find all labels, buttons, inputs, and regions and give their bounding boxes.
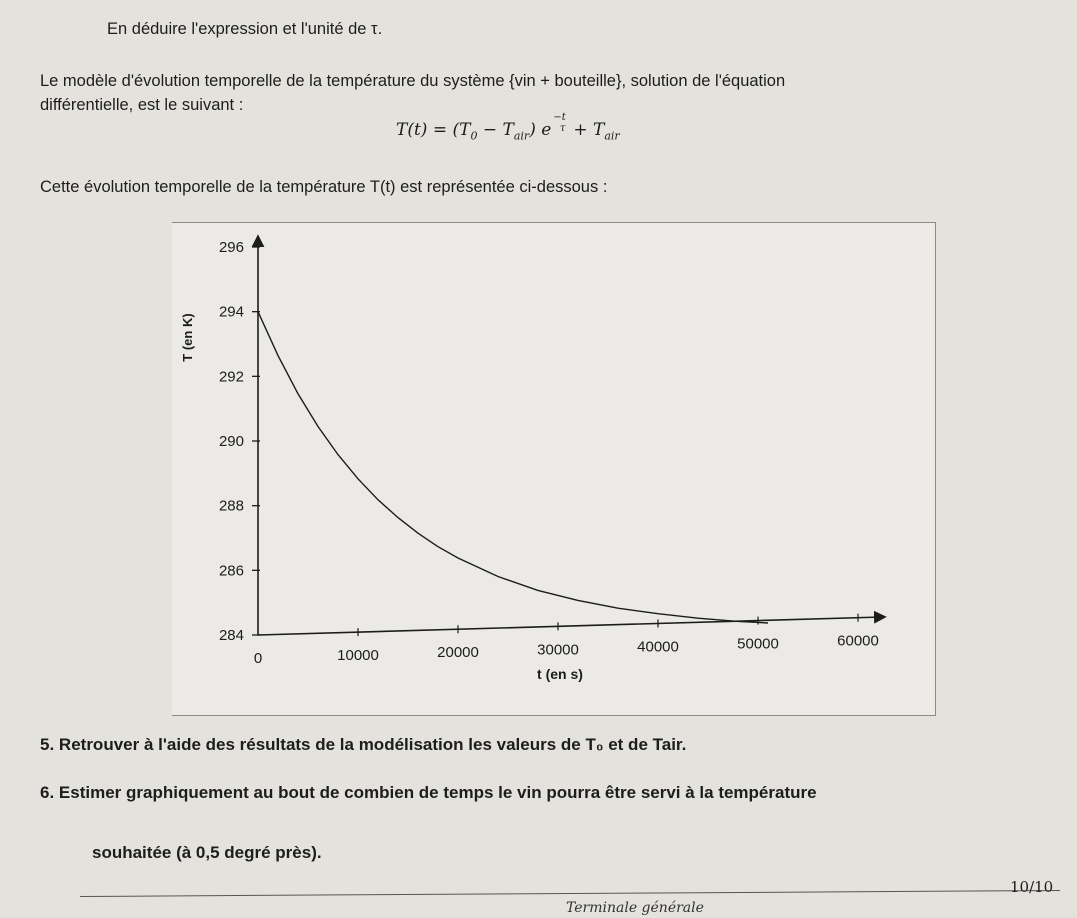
exponent-numerator: t [561,112,566,123]
chart-series [258,312,768,623]
formula-sub-0: 0 [470,129,478,143]
y-tick-label: 284 [218,627,244,644]
x-axis-line [258,617,882,635]
footer-title: Terminale générale [566,900,704,916]
question-5-number: 5. [40,735,55,754]
temperature-chart [172,223,935,715]
x-tick-label: 10000 [337,647,379,665]
intro-line: En déduire l'expression et l'unité de τ. [107,20,383,38]
x-axis-label: t (en s) [537,666,583,682]
footer-rule [80,890,1060,897]
x-tick-label: 60000 [837,632,879,650]
x-tick-label: 0 [253,650,263,667]
formula-sub-air-2: air [604,129,620,143]
question-6-number: 6. [40,783,55,802]
x-tick-label: 30000 [537,641,579,659]
temperature-formula [396,112,620,143]
formula-sub-air: air [513,129,530,143]
y-tick-label: 288 [218,497,244,515]
paragraph-line-2: différentielle, est le suivant : [40,96,244,114]
paragraph-chart-intro: Cette évolution temporelle de la température T(t) est représentée ci-dessous : [40,178,608,196]
chart-axes [258,239,882,635]
x-tick-label: 20000 [437,644,479,662]
page-number: 10/10 [1010,878,1054,896]
x-tick-label: 50000 [737,635,779,653]
formula-lhs: T(t) = (T [396,120,471,140]
question-6-line-2: souhaitée (à 0,5 degré près). [92,843,322,862]
exponent-denominator: τ [559,123,566,134]
y-tick-label: 292 [218,368,244,386]
paragraph-line-1: Le modèle d'évolution temporelle de la température du système {vin + bouteille}, solution de l'équation [40,72,786,90]
y-axis-label: T (en K) [180,313,195,362]
question-6-line-1: Estimer graphiquement au bout de combien de temps le vin pourra être servi à la température [58,783,817,802]
chart-ticks [219,239,879,667]
temperature-curve [258,312,768,623]
formula-plus: + T [573,120,605,140]
y-tick-label: 296 [218,239,244,256]
y-tick-label: 290 [218,433,244,450]
y-tick-label: 286 [218,562,244,580]
formula-minus: − T [477,120,514,140]
chart-frame [172,222,936,716]
question-5-text: Retrouver à l'aide des résultats de la modélisation les valeurs de T₀ et de Tair. [58,735,687,754]
question-5 [40,735,686,755]
formula-exponent: −t τ [553,112,566,134]
x-tick-label: 40000 [637,638,679,656]
question-6 [40,783,817,803]
y-tick-label: 294 [218,303,244,321]
formula-close: ) e [529,120,552,140]
